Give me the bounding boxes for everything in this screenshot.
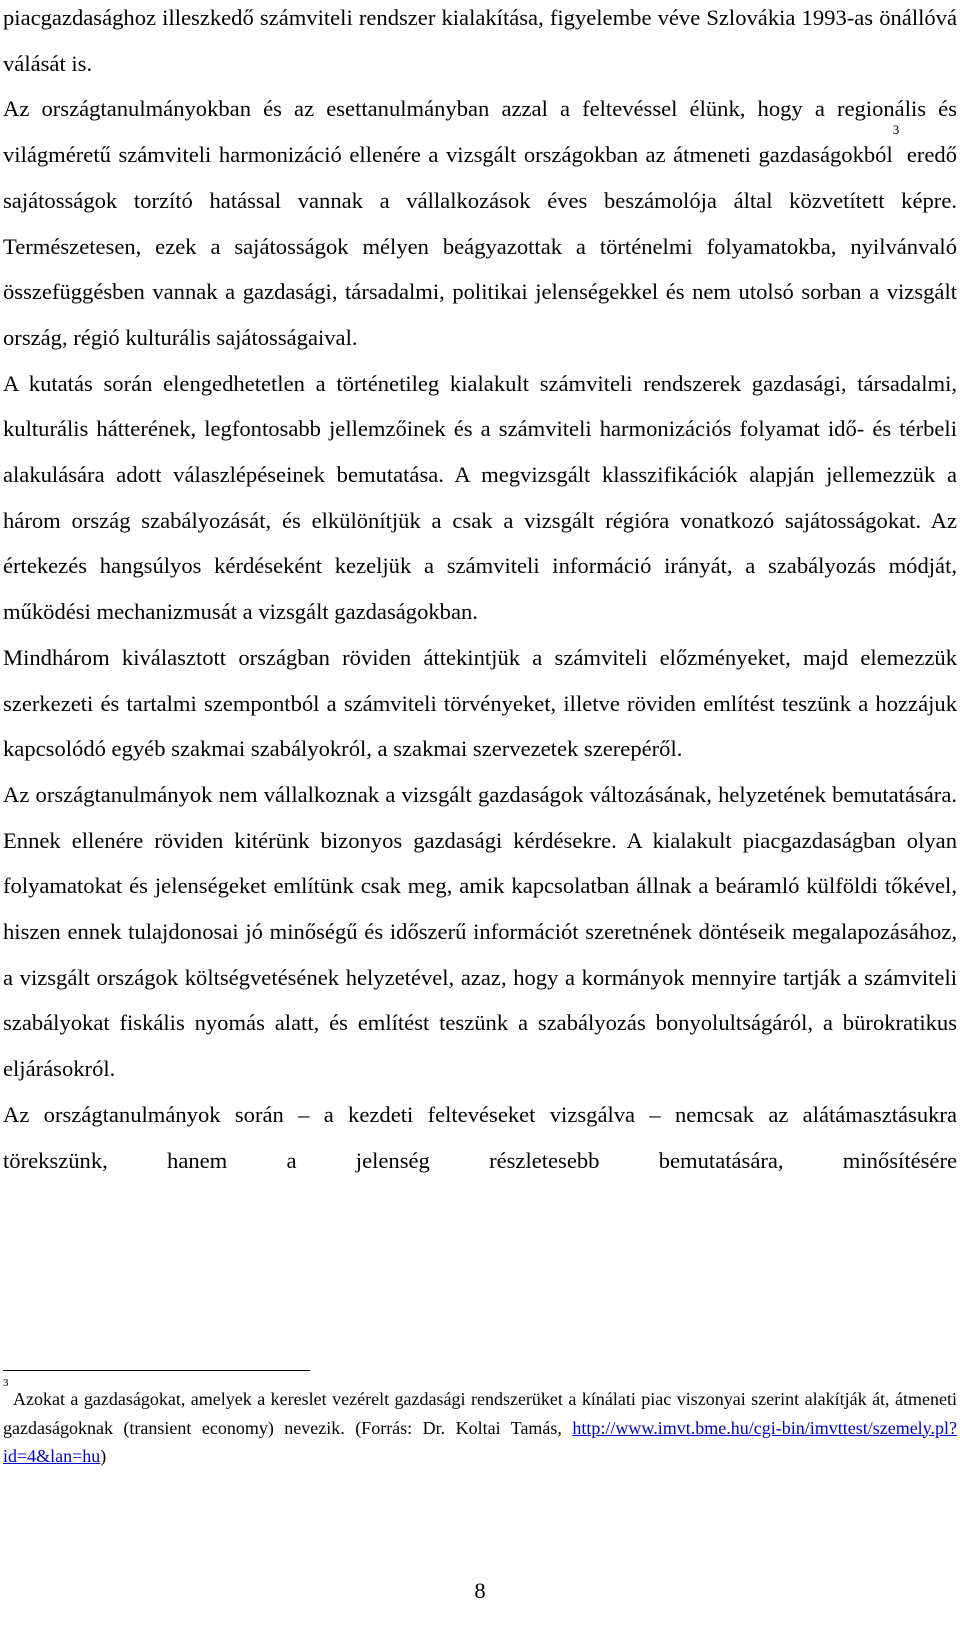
paragraph-2-text-b: eredő sajátosságok torzító hatással vannak a vállalkozások éves beszámolója által közvetített képre. Természetesen, ezek a sajátosságok mélyen beágyazottak a történelmi folyamatokba, nyilvánvaló összefüggésben vannak a gazdasági, társadalmi, politikai jelenségekkel és nem utolsó sorban a vizsgált ország, régió kulturális sajátosságaival. bbox=[3, 142, 957, 350]
page-number: 8 bbox=[474, 1578, 486, 1603]
paragraph-1: piacgazdasághoz illeszkedő számviteli rendszer kialakítása, figyelembe véve Szlovákia 1993-as önállóvá válását is. bbox=[3, 5, 957, 76]
paragraph-5: Az országtanulmányok nem vállalkoznak a vizsgált gazdaságok változásának, helyzetének bemutatására. Ennek ellenére röviden kitérünk bizonyos gazdasági kérdésekre. A kialakult piacgazdaságban olyan folyamatokat és jelenségeket említünk csak meg, amik kapcsolatban állnak a beáramló külföldi tőkével, hiszen ennek tulajdonosai jó minőségű és időszerű információt szeretnének döntéseik megalapozásához, a vizsgált országok költségvetésének helyzetével, azaz, hogy a kormányok mennyire tartják a számviteli szabályokat fiskális nyomás alatt, és említést teszünk a szabályozás bonyolultságáról, a bürokratikus eljárásokról. bbox=[3, 781, 957, 1082]
footnote-link[interactable]: http://www.imvt.bme.hu/cgi-bin/imvttest/szemely.pl?id=4&lan=hu bbox=[3, 1417, 957, 1466]
body-text bbox=[3, 0, 957, 1183]
footnote-closing: ) bbox=[100, 1446, 107, 1466]
paragraph-4: Mindhárom kiválasztott országban röviden áttekintjük a számviteli előzményeket, majd elemezzük szerkezeti és tartalmi szempontból a számviteli törvényeket, illetve röviden említést teszünk a hozzájuk kapcsolódó egyéb szakmai szabályokról, a szakmai szervezetek szerepéről. bbox=[3, 644, 957, 762]
paragraph-3: A kutatás során elengedhetetlen a történetileg kialakult számviteli rendszerek gazdasági, társadalmi, kulturális hátterének, legfontosabb jellemzőinek és a számviteli harmonizációs folyamat idő- és térbeli alakulására adott válaszlépéseinek bemutatása. A megvizsgált klasszifikációk alapján jellemezzük a három ország szabályozását, és elkülönítjük a csak a vizsgált régióra vonatkozó sajátosságokat. Az értekezés hangsúlyos kérdéseként kezeljük a számviteli információ irányát, a szabályozás módját, működési mechanizmusát a vizsgált gazdaságokban. bbox=[3, 370, 957, 625]
footnote bbox=[3, 1377, 957, 1471]
footnote-body: Azokat a gazdaságokat, amelyek a kereslet vezérelt gazdasági rendszerüket a kínálati piac viszonyai szerint alakítják át, átmeneti gazdaságoknak (transient economy) nevezik. (Forrás: Dr. Koltai Tamás, bbox=[3, 1389, 957, 1438]
footnote-separator bbox=[3, 1370, 310, 1371]
footnote-reference[interactable]: 3 bbox=[892, 122, 900, 138]
paragraph-2-text-a: Az országtanulmányokban és az esettanulmányban azzal a feltevéssel élünk, hogy a regionális és világméretű számviteli harmonizáció ellenére a vizsgált országokban az átmeneti gazdaságokból bbox=[3, 96, 957, 168]
paragraph-6: Az országtanulmányok során – a kezdeti feltevéseket vizsgálva – nemcsak az alátámasztásukra törekszünk, hanem a jelenség részletesebb bemutatására, minősítésére bbox=[3, 1101, 957, 1173]
paragraph-2 bbox=[3, 86, 957, 360]
footnote-number: 3 bbox=[3, 1377, 9, 1389]
footnote-text bbox=[3, 1377, 957, 1471]
